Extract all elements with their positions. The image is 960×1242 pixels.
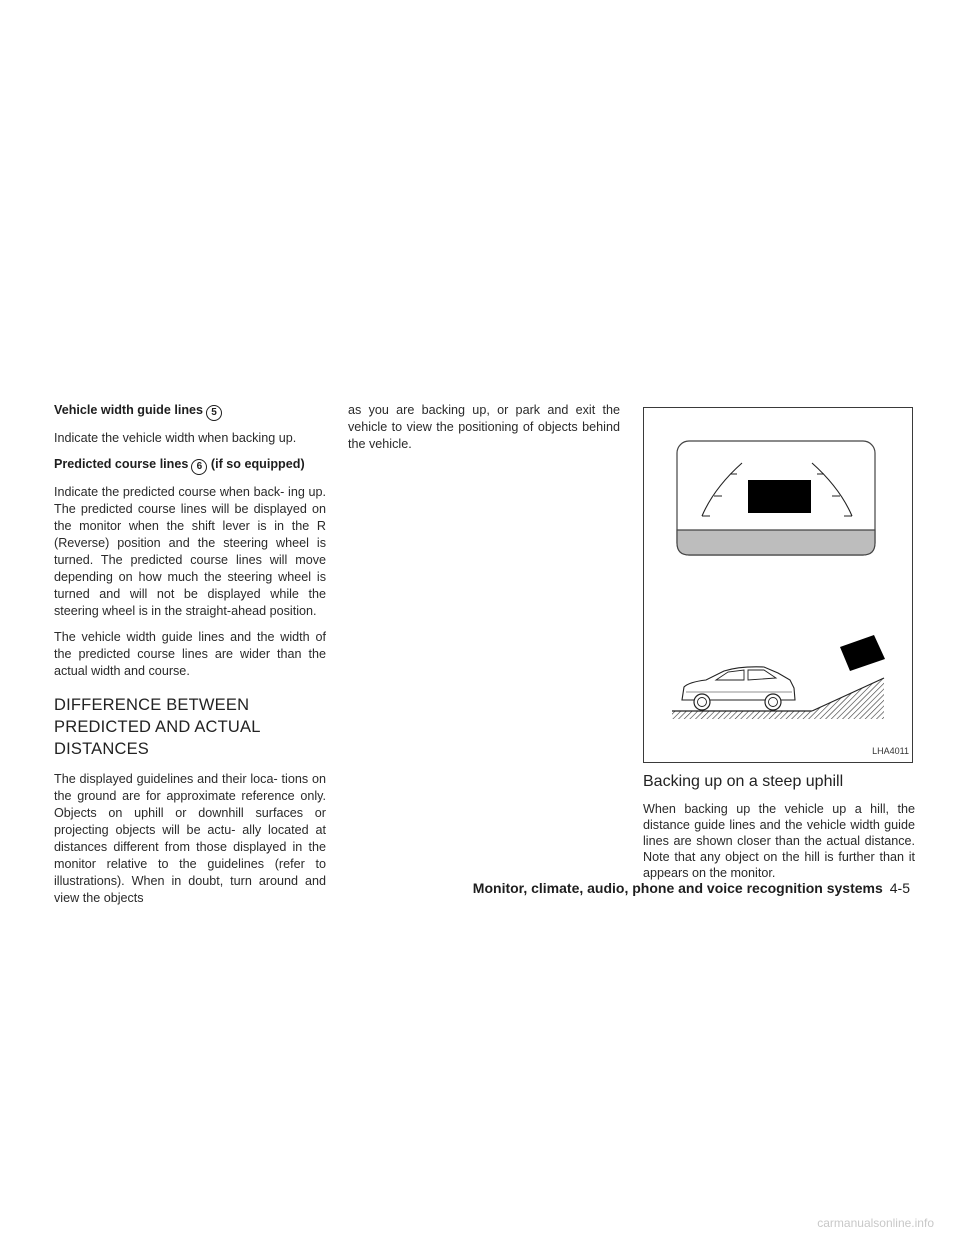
- heading-vehicle-width-guide-lines: Vehicle width guide lines 5: [54, 402, 326, 421]
- callout-number: 6: [191, 459, 207, 475]
- left-column: [54, 402, 326, 916]
- car-icon: [682, 667, 795, 710]
- paragraph: Indicate the vehicle width when backing up.: [54, 431, 297, 445]
- paragraph: The vehicle width guide lines and the width of the predicted course lines are wider than the actual width and course.: [54, 630, 326, 678]
- middle-column: [348, 402, 620, 462]
- steep-uphill-illustration: [643, 407, 913, 763]
- figure-code: LHA4011: [872, 746, 909, 756]
- page-number: 4-5: [889, 880, 910, 896]
- callout-number: 5: [206, 405, 222, 421]
- watermark: carmanualsonline.info: [817, 1216, 934, 1230]
- illustration-drawing: [644, 408, 912, 762]
- right-column: [643, 407, 915, 890]
- subheading: Backing up on a steep uphill: [643, 773, 844, 790]
- paragraph: When backing up the vehicle up a hill, the distance guide lines and the vehicle width guide lines are shown closer than the actual distance. Note that any object on the hill is further than it appears on the monitor.: [643, 802, 915, 880]
- monitor-screen: [677, 441, 875, 555]
- section-heading: DIFFERENCE BETWEEN PREDICTED AND ACTUAL DISTANCES: [54, 696, 261, 758]
- paragraph: as you are backing up, or park and exit the vehicle to view the positioning of objects behind the vehicle.: [348, 403, 620, 451]
- uphill-scene: [672, 635, 885, 719]
- heading-predicted-course-lines: Predicted course lines 6 (if so equipped): [54, 456, 326, 475]
- page-footer: [420, 880, 910, 896]
- footer-section-title: Monitor, climate, audio, phone and voice recognition systems: [472, 880, 883, 896]
- paragraph: Indicate the predicted course when back- ing up. The predicted course lines will be displayed on the monitor when the shift lever is in the R (Reverse) position and the steering wheel is turned. The predicted course lines will move depending on how much the steering wheel is turned and will not be displayed while the steering wheel is in the straight-ahead position.: [54, 485, 326, 618]
- paragraph: The displayed guidelines and their loca- tions on the ground are for approximate reference only. Objects on uphill or downhill surfaces or projecting objects will be actu- ally located at distances different from those displayed in the monitor relative to the guidelines (refer to illustrations). When in doubt, turn around and view the objects: [54, 772, 326, 905]
